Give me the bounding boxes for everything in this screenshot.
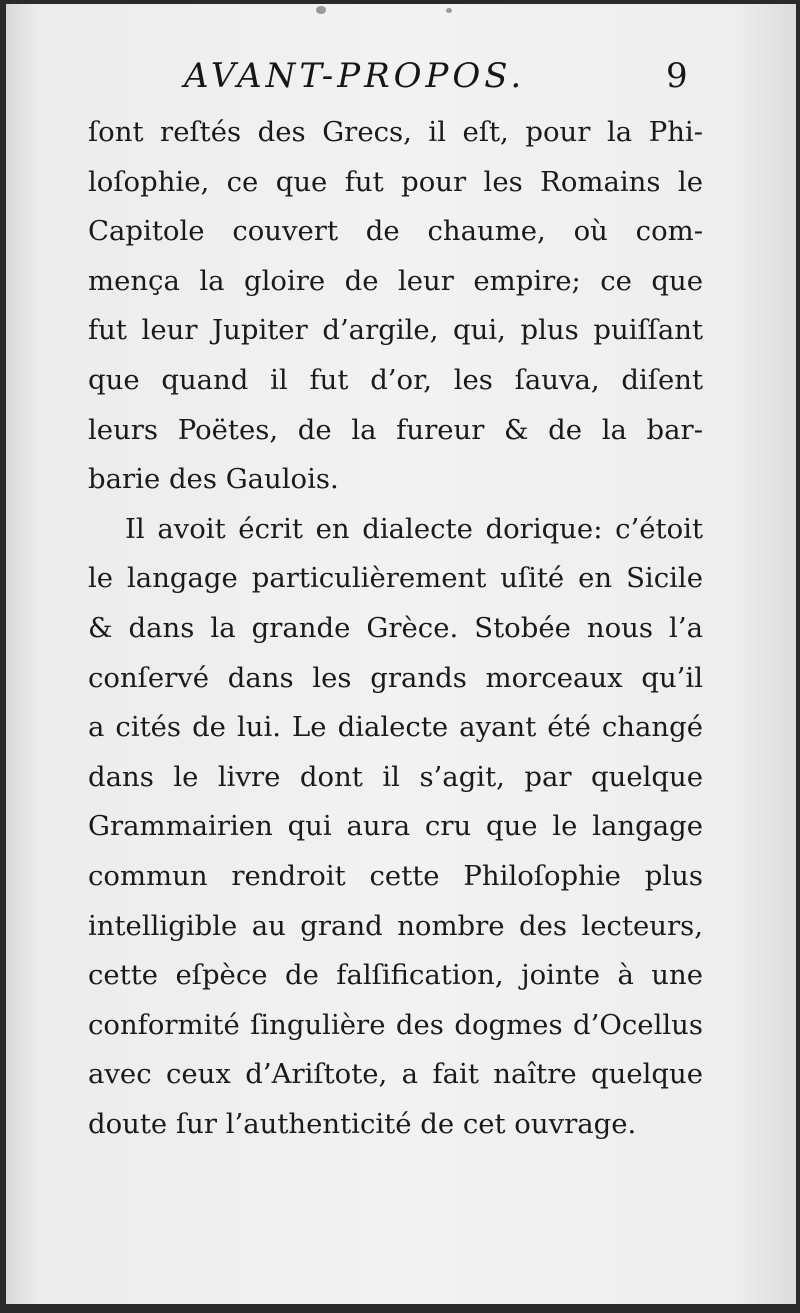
text-line: doute ſur l’authenticité de cet ouvrage. [88,1107,637,1140]
text-line: & dans la grande Grèce. Stobée nous l’a [88,611,703,644]
text-line: cette eſpèce de falſification, jointe à une [88,959,703,992]
text-line: ſont reſtés des Grecs, il eſt, pour la Phi- [88,116,703,148]
text-line: avec ceux d’Ariſtote, a fait naître quelque [88,1058,703,1091]
text-line: le langage particulièrement uſité en Sicile [88,562,703,595]
text-line: conſervé dans les grands morceaux qu’il [88,661,703,694]
text-line: mença la gloire de leur empire; ce que [88,264,703,297]
text-line: barie des Gaulois. [88,463,339,496]
paper-speck [446,8,452,13]
text-line: conformité ſingulière des dogmes d’Ocellus [88,1008,703,1041]
paper-speck [316,6,326,14]
page-header [6,56,796,106]
text-line: leurs Poëtes, de la fureur & de la bar- [88,413,703,446]
body-text [88,108,703,1149]
text-line: Grammairien qui aura cru que le langage [88,810,703,843]
page-number: 9 [666,56,688,96]
text-line: commun rendroit cette Philoſophie plus [88,859,703,892]
text-line: a cités de lui. Le dialecte ayant été changé [88,711,703,744]
text-line: dans le livre dont il s’agit, par quelque [88,760,703,793]
text-line: Capitole couvert de chaume, où com- [88,215,703,248]
text-line: loſophie, ce que fut pour les Romains le [88,165,703,198]
running-head: AVANT-PROPOS. [184,56,526,96]
text-line: que quand il fut d’or, les ſauva, diſent [88,363,703,396]
paragraph-2 [88,505,703,1150]
book-page [6,4,796,1304]
paragraph-1 [88,108,703,505]
text-line: fut leur Jupiter d’argile, qui, plus puiſſant [88,314,703,347]
text-line: Il avoit écrit en dialecte dorique: c’étoit [125,512,703,545]
text-line: intelligible au grand nombre des lecteurs, [88,909,703,942]
